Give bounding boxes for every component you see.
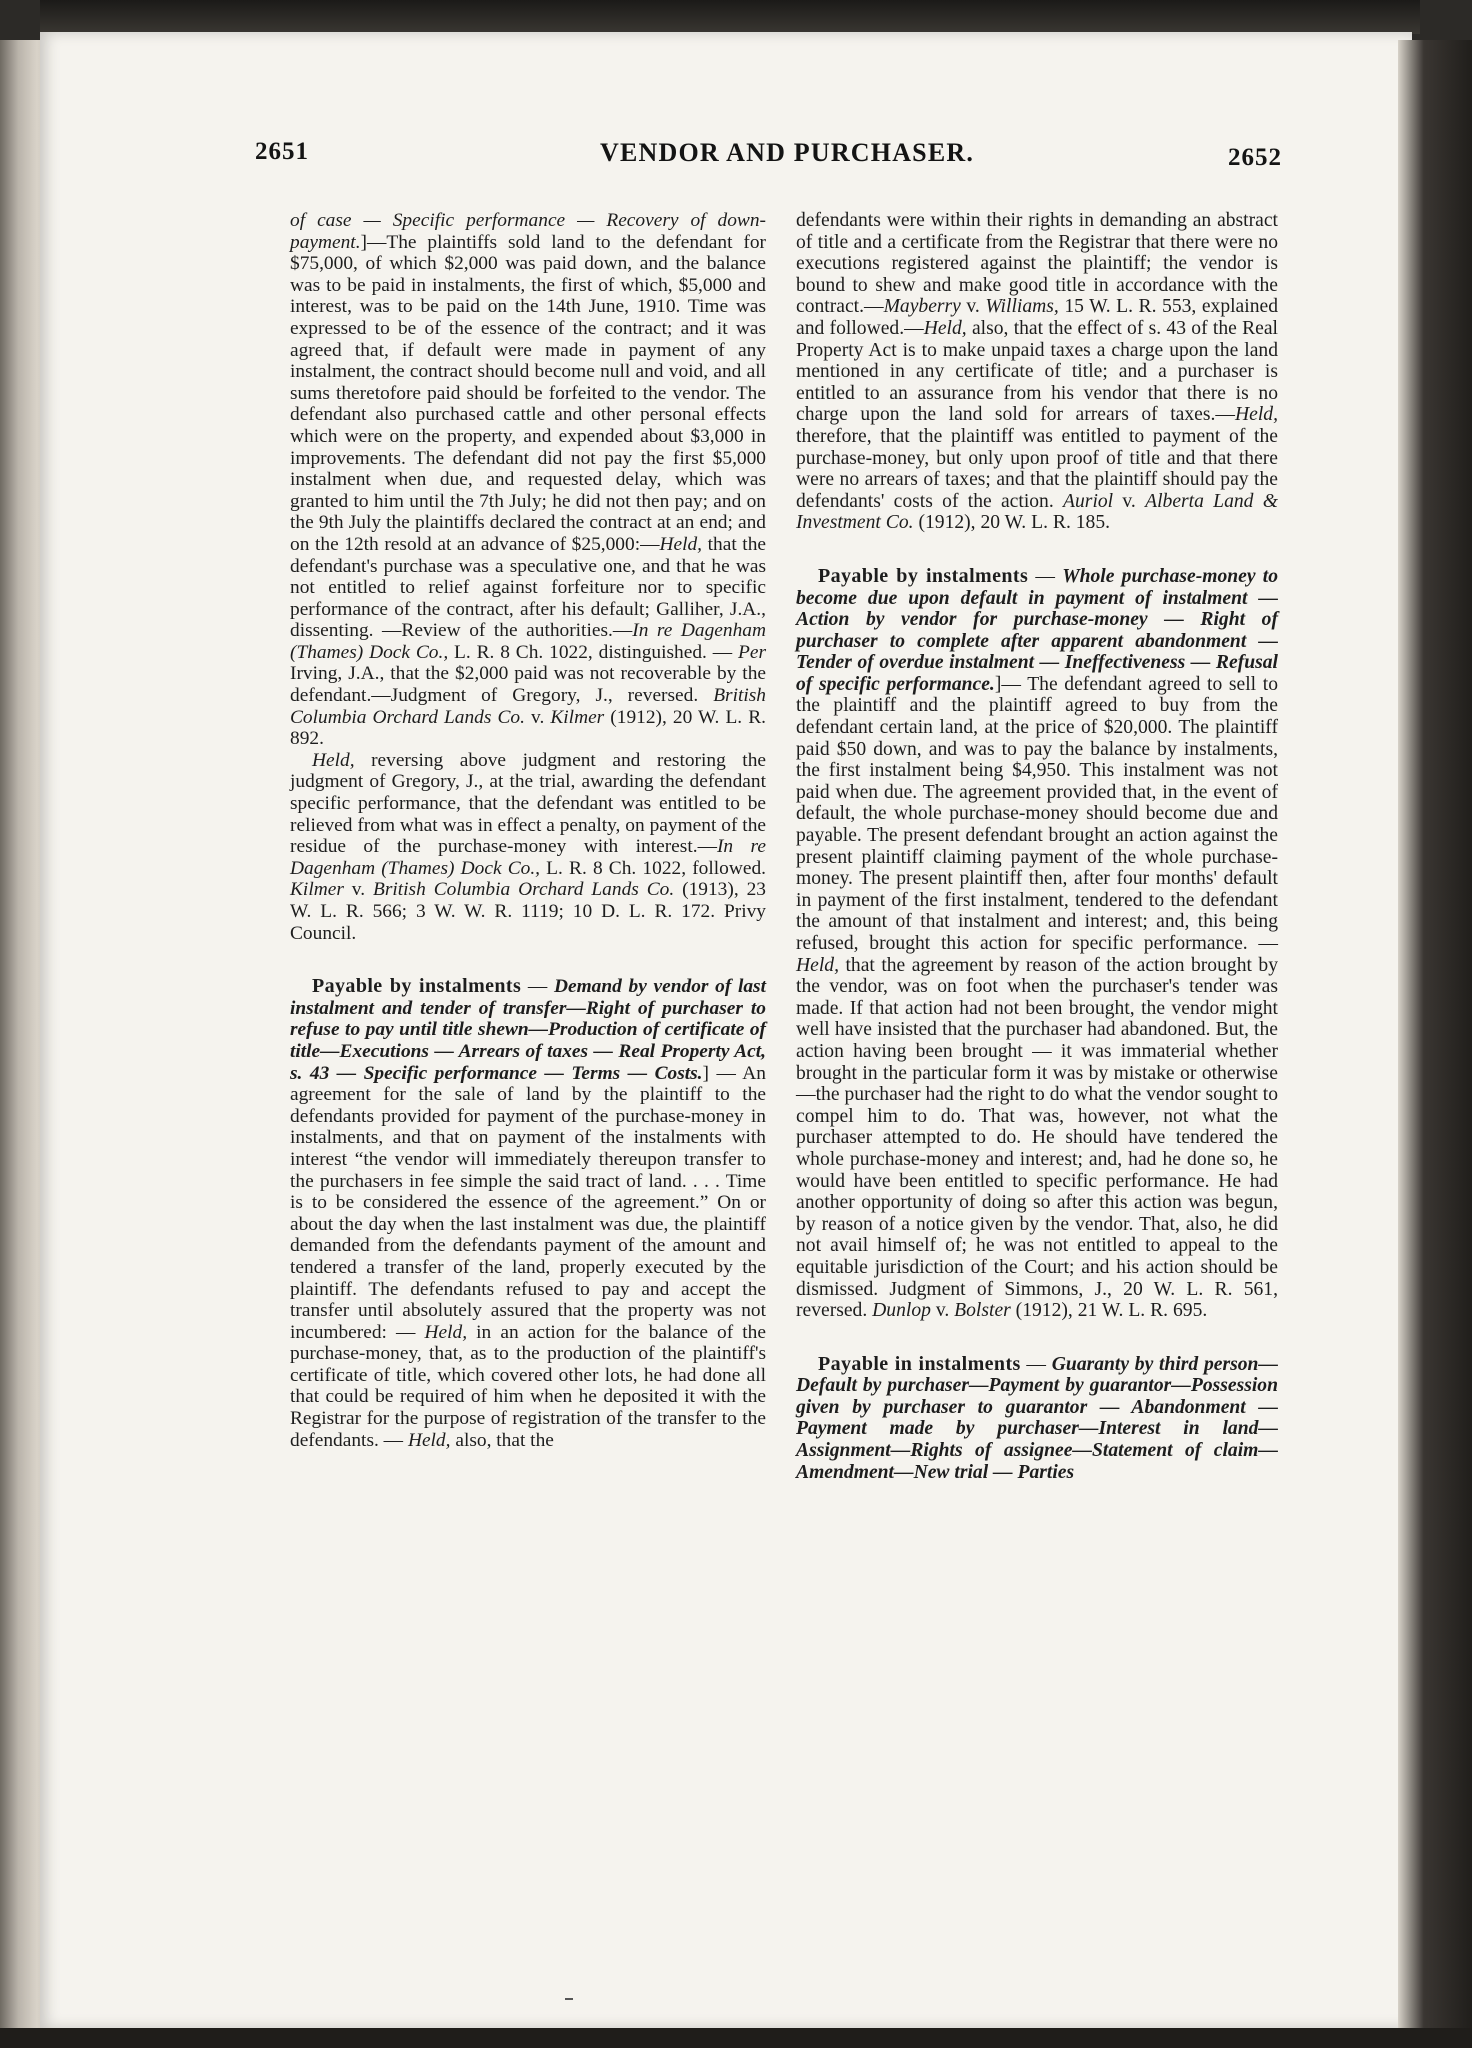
italic-run: Auriol (1063, 490, 1114, 512)
italic-run: Held, (659, 533, 703, 555)
text-run: v. (343, 879, 373, 901)
scan-bottom-edge (0, 2028, 1472, 2048)
italic-run: In re Dagenham (Thames) Dock Co., (290, 620, 767, 663)
text-run: ]— The defendant agreed to sell to the plaintiff and the plaintiff agreed to buy from the defendant certain land, at the price of $20,000. The plaintiff paid $50 down, and was to pay the balance by instalments, the first instalment being $4,950. This instalment was not paid when due. The agreement provided that, in the event of default, the whole purchase-money should become due and payable. The present defendant brought an action against the present plaintiff claiming payment of the whole purchase-money. The present plaintiff then, after four months' default in payment of the first instalment, tendered to the defendant the amount of that instalment and interest; and, this being refused, brought this action for specific performance. — (796, 673, 1278, 954)
text-run: (1912), 20 W. L. R. 185. (913, 512, 1111, 534)
italic-run: of case — Specific performance — Recovery of down-payment. (290, 210, 766, 253)
paragraph (290, 210, 766, 750)
entry-heading: Payable by instalments (312, 975, 522, 998)
italic-run: Bolster (954, 1300, 1011, 1322)
italic-run: Held, (407, 1429, 451, 1451)
italic-run: Held, (424, 1321, 468, 1343)
text-run: also, that the effect of s. 43 of the Real Property Act is to make unpaid taxes a charge upon the land mentioned in any certificate of title; and a purchaser is entitled to an assurance from his vendor that there is no charge upon the land sold for arrears of taxes.— (796, 317, 1278, 426)
text-run: in an action for the balance of the purchase-money, that, as to the production of the plaintiff's certificate of title, which covered other lots, he had done all that could be required of him when he deposited it with the Registrar for the purpose of registration of the transfer to the defendants. — (290, 1321, 766, 1451)
text-run: 15 W. L. R. 553, explained and followed.— (796, 296, 1278, 339)
text-run: v. (524, 706, 551, 728)
italic-run: Kilmer (550, 706, 605, 728)
next-page-edge (1398, 40, 1472, 2048)
italic-run: British Columbia Orchard Lands Co. (373, 879, 675, 901)
left-column (290, 210, 766, 1451)
italic-run: Held, (796, 954, 839, 976)
catchwords: Guaranty by third person—Default by purchaser—Payment by guarantor—Possession given by purchaser to guarantor — Abandonment — Payment made by purchaser—Interest in land— Assignment—Rights of assignee—Statement of claim—Amendment—New trial — Parties (796, 1353, 1278, 1483)
text-run: — (521, 976, 554, 998)
text-run: therefore, that the plaintiff was entitled to payment of the purchase-money, but only upon proof of title and that there were no arrears of taxes; and that the plaintiff should pay the defendants' costs of the action. (796, 425, 1278, 512)
text-run: (1912), 21 W. L. R. 695. (1010, 1300, 1208, 1322)
italic-run: Held, (923, 317, 967, 339)
running-title: VENDOR AND PURCHASER. (600, 138, 975, 167)
text-run: ]—The plaintiffs sold land to the defendant for $75,000, of which $2,000 was paid down, and the balance was to be paid in instalments, the first of which, $5,000 and interest, was to be paid on the 14th June, 1910. Time was expressed to be of the essence of the contract; and it was agreed that, if default were made in payment of any instalment, the contract should become null and void, and all sums theretofore paid should be forfeited to the vendor. The defendant also purchased cattle and other personal effects which were on the property, and expended about $3,000 in improvements. The defendant did not pay the first $5,000 instalment when due, and requested delay, which was granted to him until the 7th July; he did not then pay; and on the 9th July the plaintiffs declared the contract at an end; and on the 12th resold at an advance of $25,000:— (290, 231, 766, 555)
catchwords: Demand by vendor of last instalment and tender of transfer—Right of purchaser to refuse to pay until title shewn—Production of certificate of title—Executions — Arrears of taxes — Real Property Act, s. 43 — Specific performance — Terms — Costs. (290, 976, 766, 1084)
text-run: L. R. 8 Ch. 1022, distinguished. — (448, 641, 738, 663)
italic-run: Per (738, 641, 766, 663)
text-run: also, that the (450, 1429, 554, 1451)
italic-run: Williams, (985, 296, 1059, 318)
paragraph (796, 210, 1278, 534)
paragraph (796, 566, 1278, 1322)
text-run: v. (1113, 490, 1146, 512)
italic-run: Kilmer (290, 879, 344, 901)
scan-top-shadow (40, 0, 1420, 34)
right-column (796, 210, 1278, 1483)
text-run: that the agreement by reason of the action brought by the vendor, was on foot when the purchaser's tender was made. If that action had not been brought, the vendor might well have insisted that the purchaser had abandoned. But, the action having been brought — it was immaterial whether brought in the particular form it was by mistake or otherwise—the purchaser had the right to do what the vendor sought to compel him to do. That was, however, not what the purchaser attempted to do. He should have tendered the whole purchase-money and interest; and, had he done so, he would have been entitled to specific performance. He had another opportunity of doing so after this action was begun, by reason of a notice given by the vendor. That, also, he did not avail himself of; he was not entitled to appeal to the equitable jurisdiction of the Court; and his action should be dismissed. Judgment of Simmons, J., 20 W. L. R. 561, reversed. (796, 954, 1278, 1322)
entry-heading: Payable in instalments (818, 1352, 1021, 1375)
entry-heading: Payable by instalments (818, 564, 1029, 587)
paragraph (796, 1354, 1278, 1484)
italic-run: British Columbia Orchard Lands Co. (290, 685, 766, 728)
catchwords: Whole purchase-money to become due upon default in payment of instalment — Action by vendor for purchase-money — Right of purchaser to complete after apparent abandonment — Tender of overdue instalment — Ineffectiveness — Refusal of specific performance. (796, 565, 1279, 695)
text-run: reversing above judgment and restoring the judgment of Gregory, J., at the trial, awarding the defendant specific performance, that the defendant was entitled to be relieved from what was in effect a penalty, on payment of the residue of the purchase-money with interest.— (290, 749, 766, 858)
page-number-right: 2652 (1228, 144, 1282, 171)
italic-run: Held, (312, 749, 355, 771)
text-run: L. R. 8 Ch. 1022, followed. (540, 857, 766, 879)
italic-run: In re Dagenham (Thames) Dock Co., (290, 836, 766, 879)
text-run: v. (960, 296, 986, 318)
italic-run: Dunlop (872, 1300, 931, 1322)
print-mark (565, 1998, 573, 2000)
text-run: ] — An agreement for the sale of land by the plaintiff to the defendants provided for payment of the purchase-money in instalments, and that on payment of the instalments with interest “the vendor will immediately thereupon transfer to the purchasers in fee simple the said tract of land. . . . Time is to be considered the essence of the agreement.” On or about the day when the last instalment was due, the plaintiff demanded from the defendants payment of the amount and tendered a transfer of the land, properly executed by the plaintiff. The defendants refused to pay and accept the transfer until absolutely assured that the property was not incumbered: — (290, 1062, 766, 1343)
text-run: — (1020, 1353, 1052, 1375)
text-run: (1913), 23 W. L. R. 566; 3 W. W. R. 1119; 10 D. L. R. 172. Privy Council. (290, 879, 766, 944)
text-run: v. (930, 1300, 955, 1322)
text-run: defendants were within their rights in demanding an abstract of title and a certificate from the Registrar that there were no executions registered against the plaintiff; the vendor is bound to shew and make good title in accordance with the contract.— (796, 210, 1278, 318)
paragraph (290, 750, 766, 944)
text-run: (1912), 20 W. L. R. 892. (290, 706, 766, 750)
italic-run: Alberta Land & Investment Co. (796, 490, 1278, 534)
text-run: — (1028, 565, 1063, 587)
paragraph (290, 976, 766, 1451)
page-number-left: 2651 (255, 138, 309, 165)
text-run: Irving, J.A., that the $2,000 paid was not recoverable by the defendant.—Judgment of Gregory, J., reversed. (290, 663, 766, 707)
italic-run: Mayberry (883, 296, 961, 318)
italic-run: Held, (1235, 404, 1278, 426)
text-run: that the defendant's purchase was a speculative one, and that he was not entitled to relief against forfeiture nor to specific performance of the contract, after his default; Galliher, J.A., dissenting. —Review of the authorities.— (290, 533, 766, 642)
